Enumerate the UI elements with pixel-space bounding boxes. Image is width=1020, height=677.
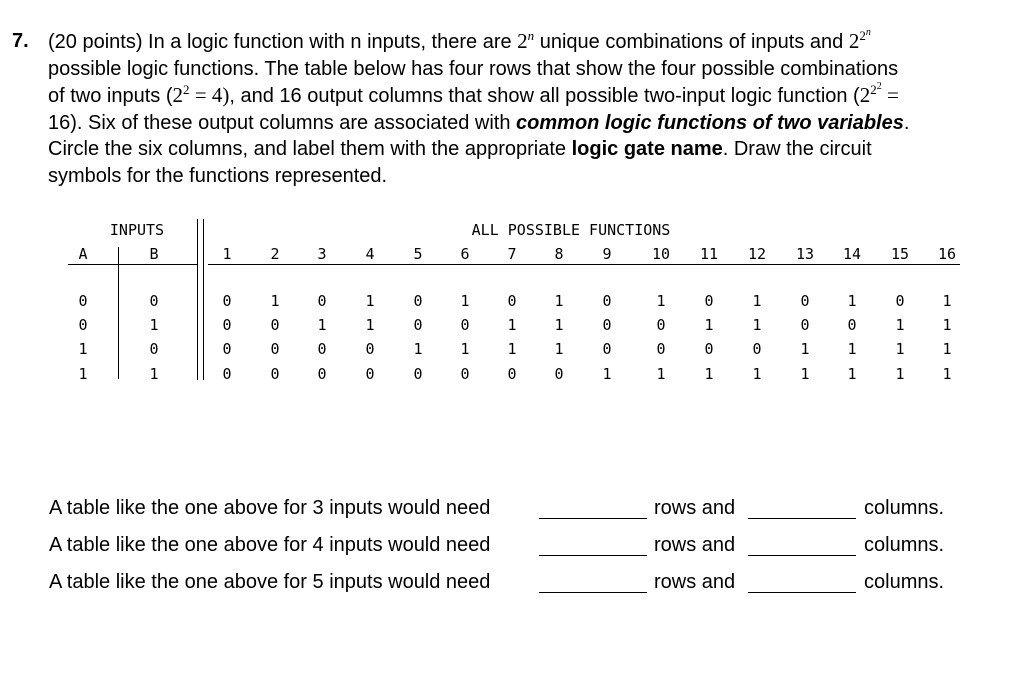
- function-number: 2: [270, 245, 280, 263]
- output-cell: 1: [752, 365, 762, 383]
- output-cell: 1: [554, 340, 564, 358]
- output-cell: 1: [704, 316, 714, 334]
- output-cell: 0: [704, 292, 714, 310]
- output-cell: 0: [800, 292, 810, 310]
- output-cell: 0: [270, 340, 280, 358]
- input-b-cell: 1: [149, 365, 159, 383]
- fill-in-suffix: columns.: [864, 571, 945, 593]
- columns-blank[interactable]: [748, 518, 856, 519]
- output-cell: 0: [507, 365, 517, 383]
- input-a-cell: 1: [78, 340, 88, 358]
- output-cell: 1: [942, 316, 952, 334]
- output-cell: 0: [413, 316, 423, 334]
- output-cell: 1: [554, 292, 564, 310]
- output-cell: 1: [942, 292, 952, 310]
- rows-blank[interactable]: [539, 592, 647, 593]
- rows-blank[interactable]: [539, 555, 647, 556]
- output-cell: 1: [656, 365, 666, 383]
- fill-in-prefix: A table like the one above for 4 inputs would need: [49, 534, 491, 556]
- output-cell: 1: [942, 365, 952, 383]
- output-cell: 0: [460, 365, 470, 383]
- a-b-divider: [118, 247, 119, 379]
- points-label: (20 points): [48, 31, 143, 53]
- columns-blank[interactable]: [748, 592, 856, 593]
- double-divider-2: [203, 219, 204, 380]
- output-cell: 0: [656, 340, 666, 358]
- fill-in-middle: rows and: [654, 571, 736, 593]
- input-a-cell: 0: [78, 316, 88, 334]
- output-cell: 1: [460, 340, 470, 358]
- output-cell: 1: [800, 365, 810, 383]
- function-number: 6: [460, 245, 470, 263]
- output-cell: 0: [602, 316, 612, 334]
- output-cell: 0: [554, 365, 564, 383]
- rows-blank[interactable]: [539, 518, 647, 519]
- columns-blank[interactable]: [748, 555, 856, 556]
- output-cell: 0: [602, 292, 612, 310]
- output-cell: 1: [895, 340, 905, 358]
- output-cell: 0: [317, 340, 327, 358]
- function-number: 3: [317, 245, 327, 263]
- function-number: 9: [602, 245, 612, 263]
- output-cell: 0: [800, 316, 810, 334]
- output-cell: 1: [800, 340, 810, 358]
- function-number: 15: [890, 245, 910, 263]
- output-cell: 1: [752, 292, 762, 310]
- fill-in-middle: rows and: [654, 497, 736, 519]
- input-a-cell: 0: [78, 292, 88, 310]
- output-cell: 1: [460, 292, 470, 310]
- output-cell: 0: [270, 316, 280, 334]
- inputs-header: INPUTS: [109, 221, 165, 239]
- output-cell: 1: [847, 292, 857, 310]
- output-cell: 0: [365, 365, 375, 383]
- output-cell: 1: [317, 316, 327, 334]
- function-number: 16: [937, 245, 957, 263]
- question-text: (20 points) In a logic function with n inputs, there are 2$^n$ unique combinations of inputs and $2^{2^n}$ possible logic functions. The table below has four rows that show the four possible combinations of two inputs $(2^2 = 4)$, and 16 output columns that show all possible two-input logic function ($2^{2^2}$ = 16). Six of these output columns are associated with common logic functions of two variables. Circle the six columns, and label them with the appropriate logic gate name. Draw the circuit symbols for the functions represented.: [48, 27, 910, 187]
- fill-in-prefix: A table like the one above for 5 inputs would need: [49, 571, 491, 593]
- double-divider-1: [197, 219, 198, 380]
- output-cell: 1: [752, 316, 762, 334]
- output-cell: 0: [222, 316, 232, 334]
- output-cell: 0: [413, 292, 423, 310]
- output-cell: 1: [847, 340, 857, 358]
- output-cell: 1: [602, 365, 612, 383]
- function-number: 8: [554, 245, 564, 263]
- output-cell: 1: [413, 340, 423, 358]
- output-cell: 1: [895, 316, 905, 334]
- output-cell: 0: [413, 365, 423, 383]
- functions-header: ALL POSSIBLE FUNCTIONS: [471, 221, 671, 239]
- output-cell: 0: [752, 340, 762, 358]
- output-cell: 1: [895, 365, 905, 383]
- output-cell: 1: [507, 316, 517, 334]
- input-b-cell: 0: [149, 292, 159, 310]
- question-block: [12, 28, 1012, 189]
- output-cell: 0: [507, 292, 517, 310]
- header-rule-right: [208, 264, 960, 265]
- output-cell: 1: [365, 316, 375, 334]
- bold-phrase-gate-name: logic gate name: [571, 138, 723, 160]
- output-cell: 0: [270, 365, 280, 383]
- header-rule-left: [68, 264, 197, 265]
- question-number: 7.: [12, 30, 29, 52]
- output-cell: 0: [317, 292, 327, 310]
- output-cell: 1: [270, 292, 280, 310]
- output-cell: 0: [222, 365, 232, 383]
- column-a-header: A: [78, 245, 88, 263]
- output-cell: 1: [656, 292, 666, 310]
- fill-in-middle: rows and: [654, 534, 736, 556]
- output-cell: 1: [942, 340, 952, 358]
- input-b-cell: 1: [149, 316, 159, 334]
- output-cell: 0: [602, 340, 612, 358]
- output-cell: 0: [704, 340, 714, 358]
- function-number: 10: [651, 245, 671, 263]
- function-number: 7: [507, 245, 517, 263]
- input-b-cell: 0: [149, 340, 159, 358]
- column-b-header: B: [149, 245, 159, 263]
- fill-in-prefix: A table like the one above for 3 inputs would need: [49, 497, 491, 519]
- output-cell: 1: [365, 292, 375, 310]
- output-cell: 0: [895, 292, 905, 310]
- function-number: 4: [365, 245, 375, 263]
- bold-phrase-common-functions: common logic functions of two variables: [516, 111, 904, 134]
- fill-in-suffix: columns.: [864, 497, 945, 519]
- function-number: 13: [795, 245, 815, 263]
- function-number: 5: [413, 245, 423, 263]
- output-cell: 0: [460, 316, 470, 334]
- output-cell: 0: [847, 316, 857, 334]
- output-cell: 0: [222, 340, 232, 358]
- output-cell: 0: [656, 316, 666, 334]
- fill-in-suffix: columns.: [864, 534, 945, 556]
- function-number: 1: [222, 245, 232, 263]
- output-cell: 0: [365, 340, 375, 358]
- output-cell: 0: [317, 365, 327, 383]
- output-cell: 0: [222, 292, 232, 310]
- output-cell: 1: [507, 340, 517, 358]
- input-a-cell: 1: [78, 365, 88, 383]
- output-cell: 1: [554, 316, 564, 334]
- output-cell: 1: [704, 365, 714, 383]
- output-cell: 1: [847, 365, 857, 383]
- function-number: 11: [699, 245, 719, 263]
- function-number: 14: [842, 245, 862, 263]
- function-number: 12: [747, 245, 767, 263]
